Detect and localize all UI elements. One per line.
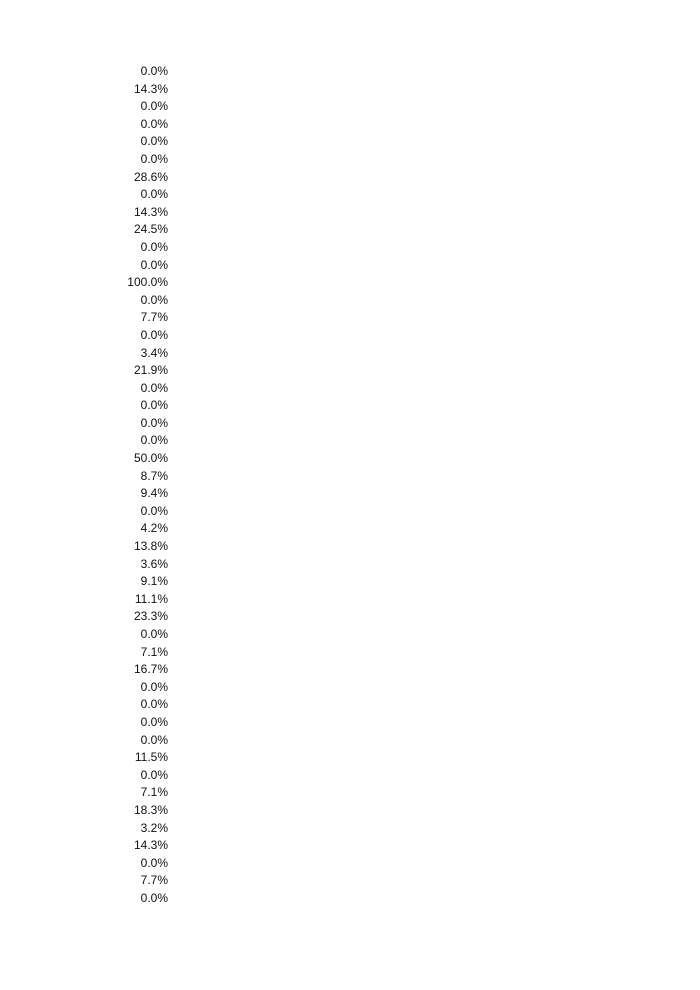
percentage-cell: 24.5% — [133, 222, 168, 237]
percentage-cell: 7.7% — [140, 310, 168, 325]
percentage-cell: 0.0% — [140, 415, 168, 430]
percentage-cell: 9.4% — [140, 486, 168, 501]
percentage-cell: 0.0% — [140, 116, 168, 131]
percentage-column — [0, 63, 168, 908]
percentage-cell: 18.3% — [133, 802, 168, 817]
percentage-cell: 0.0% — [140, 732, 168, 747]
percentage-cell: 0.0% — [140, 855, 168, 870]
percentage-cell: 50.0% — [133, 451, 168, 466]
percentage-cell: 0.0% — [140, 151, 168, 166]
percentage-cell: 14.3% — [133, 81, 168, 96]
percentage-cell: 3.4% — [140, 345, 168, 360]
percentage-cell: 0.0% — [140, 398, 168, 413]
percentage-cell: 11.1% — [134, 591, 168, 606]
percentage-cell: 0.0% — [140, 433, 168, 448]
percentage-cell: 0.0% — [140, 503, 168, 518]
percentage-cell: 0.0% — [140, 292, 168, 307]
percentage-cell: 4.2% — [140, 521, 168, 536]
percentage-cell: 13.8% — [133, 539, 168, 554]
percentage-cell: 0.0% — [140, 64, 168, 78]
percentage-cell: 0.0% — [140, 627, 168, 641]
percentage-cell: 14.3% — [133, 838, 168, 853]
percentage-cell: 0.0% — [140, 679, 168, 694]
percentage-cell: 3.6% — [140, 556, 168, 571]
percentage-cell: 16.7% — [133, 662, 168, 677]
percentage-cell: 100.0% — [127, 275, 168, 290]
percentage-cell: 0.0% — [140, 890, 168, 905]
percentage-cell: 23.3% — [133, 609, 168, 624]
percentage-cell: 21.9% — [133, 363, 168, 378]
percentage-cell: 0.0% — [140, 99, 168, 114]
percentage-cell: 3.2% — [140, 820, 168, 835]
percentage-cell: 9.1% — [140, 574, 168, 589]
percentage-cell: 0.0% — [140, 380, 168, 395]
percentage-cell: 0.0% — [140, 239, 168, 254]
percentage-cell: 0.0% — [140, 697, 168, 712]
percentage-cell: 7.1% — [140, 785, 168, 800]
percentage-cell: 0.0% — [140, 257, 168, 272]
percentage-cell: 0.0% — [140, 767, 168, 782]
percentage-cell: 7.1% — [140, 644, 168, 659]
percentage-cell: 0.0% — [140, 187, 168, 202]
percentage-cell: 0.0% — [140, 327, 168, 342]
percentage-cell: 28.6% — [133, 169, 168, 184]
percentage-cell: 0.0% — [140, 134, 168, 149]
percentage-cell: 11.5% — [134, 750, 168, 765]
percentage-cell: 7.7% — [140, 873, 168, 888]
percentage-cell: 14.3% — [133, 204, 168, 219]
percentage-cell: 8.7% — [140, 468, 168, 483]
percentage-cell: 0.0% — [140, 714, 168, 729]
